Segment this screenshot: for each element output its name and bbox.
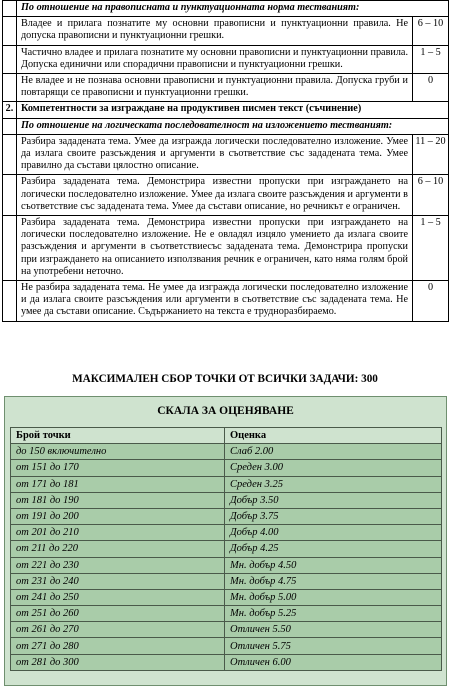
criteria-row	[3, 17, 449, 45]
criterion-description: Разбира зададената тема. Умее да изгражда логически последователно изложение. Умее да излага своите разсъждения и аргументи в съответствие със зададената тема. Умее правилно да състави цялостно описание.	[17, 134, 413, 175]
criterion-description: Не разбира зададената тема. Не умее да изгражда логически последователно изложение и да излага своите разсъждения или аргументи в съответствие със зададената тема. Не умее да състави описание. Съдържанието на текста е трудноразбираемо.	[17, 281, 413, 322]
grading-row	[11, 541, 442, 557]
grading-row	[11, 460, 442, 476]
criteria-subheading: По отношение на правописната и пунктуационната норма тестваният:	[17, 1, 449, 17]
grade-value: Добър 3.75	[225, 508, 442, 524]
criteria-row	[3, 45, 449, 73]
grading-row	[11, 508, 442, 524]
criterion-description: Частично владее и прилага познатите му основни правописни и пунктуационни правила. Допуска единични или спорадични правописни и пунктуационни грешки.	[17, 45, 413, 73]
criteria-row	[3, 134, 449, 175]
points-range: от 181 до 190	[11, 492, 225, 508]
criterion-description: Разбира зададената тема. Демонстрира известни пропуски при изграждането на логически последователно изложение. Не е овладял изцяло умението да излага своите разсъждения и аргументи в съответствиесъс зададената тема. Демонстрира пропуски при изграждането на описанието използвания речник е ограничен, като няма голям брой на употребени неточно.	[17, 216, 413, 281]
section-number: 2.	[3, 102, 17, 118]
row-number-cell	[3, 1, 17, 17]
grade-value: Слаб 2.00	[225, 444, 442, 460]
header-points: Брой точки	[11, 428, 225, 444]
criterion-points: 0	[413, 74, 449, 102]
grade-value: Добър 4.25	[225, 541, 442, 557]
criterion-points: 6 – 10	[413, 175, 449, 216]
grade-value: Среден 3.25	[225, 476, 442, 492]
grade-value: Добър 3.50	[225, 492, 442, 508]
row-number-cell	[3, 134, 17, 175]
grade-value: Мн. добър 5.25	[225, 606, 442, 622]
row-number-cell	[3, 281, 17, 322]
row-number-cell	[3, 45, 17, 73]
criterion-description: Разбира зададената тема. Демонстрира известни пропуски при изграждането на логически последователно изложение. Умее да излага своите разсъждения и аргументи в съответствие със зададената тема. Умее да състави описание, но речникът е ограничен.	[17, 175, 413, 216]
grade-value: Отличен 5.75	[225, 638, 442, 654]
grade-value: Мн. добър 4.50	[225, 557, 442, 573]
criteria-row	[3, 216, 449, 281]
criterion-description: Не владее и не познава основни правописни и пунктуационни правила. Допуска груби и повтарящи се правописни и пунктуационни грешки.	[17, 74, 413, 102]
grading-scale-title: СКАЛА ЗА ОЦЕНЯВАНЕ	[157, 405, 294, 417]
grading-row	[11, 573, 442, 589]
grading-scale-table	[10, 427, 442, 671]
row-number-cell	[3, 118, 17, 134]
row-number-cell	[3, 74, 17, 102]
row-number-cell	[3, 216, 17, 281]
points-range: от 151 до 170	[11, 460, 225, 476]
criterion-points: 6 – 10	[413, 17, 449, 45]
points-range: до 150 включително	[11, 444, 225, 460]
grading-row	[11, 654, 442, 670]
row-number-cell	[3, 175, 17, 216]
grading-row	[11, 589, 442, 605]
points-range: от 261 до 270	[11, 622, 225, 638]
criterion-points: 1 – 5	[413, 45, 449, 73]
criteria-row	[3, 175, 449, 216]
criteria-subheading: По отношение на логическата последователност на изложението тестваният:	[17, 118, 449, 134]
points-range: от 281 до 300	[11, 654, 225, 670]
grading-row	[11, 525, 442, 541]
criteria-subheading-row	[3, 118, 449, 134]
criteria-row	[3, 74, 449, 102]
max-points-heading: МАКСИМАЛЕН СБОР ТОЧКИ ОТ ВСИЧКИ ЗАДАЧИ: 300	[72, 373, 378, 385]
grading-row	[11, 444, 442, 460]
criterion-description: Владее и прилага познатите му основни правописни и пунктуационни правила. Не допуска правописни и пунктуационни грешки.	[17, 17, 413, 45]
section-title: Компетентности за изграждане на продуктивен писмен текст (съчинение)	[17, 102, 449, 118]
criteria-section-row	[3, 102, 449, 118]
grading-row	[11, 638, 442, 654]
grading-row	[11, 476, 442, 492]
grading-row	[11, 492, 442, 508]
points-range: от 191 до 200	[11, 508, 225, 524]
criteria-subheading-row	[3, 1, 449, 17]
grade-value: Мн. добър 4.75	[225, 573, 442, 589]
points-range: от 241 до 250	[11, 589, 225, 605]
grade-value: Мн. добър 5.00	[225, 589, 442, 605]
points-range: от 271 до 280	[11, 638, 225, 654]
grading-row	[11, 606, 442, 622]
points-range: от 211 до 220	[11, 541, 225, 557]
points-range: от 251 до 260	[11, 606, 225, 622]
criterion-points: 0	[413, 281, 449, 322]
grade-value: Отличен 6.00	[225, 654, 442, 670]
criterion-points: 11 – 20	[413, 134, 449, 175]
criteria-row	[3, 281, 449, 322]
grade-value: Добър 4.00	[225, 525, 442, 541]
grade-value: Отличен 5.50	[225, 622, 442, 638]
grading-row	[11, 557, 442, 573]
grade-value: Среден 3.00	[225, 460, 442, 476]
criteria-table	[2, 0, 449, 322]
points-range: от 201 до 210	[11, 525, 225, 541]
points-range: от 171 до 181	[11, 476, 225, 492]
grading-scale-panel	[4, 396, 447, 686]
points-range: от 221 до 230	[11, 557, 225, 573]
points-range: от 231 до 240	[11, 573, 225, 589]
grading-row	[11, 622, 442, 638]
header-grade: Оценка	[225, 428, 442, 444]
row-number-cell	[3, 17, 17, 45]
criterion-points: 1 – 5	[413, 216, 449, 281]
grading-header-row	[11, 428, 442, 444]
